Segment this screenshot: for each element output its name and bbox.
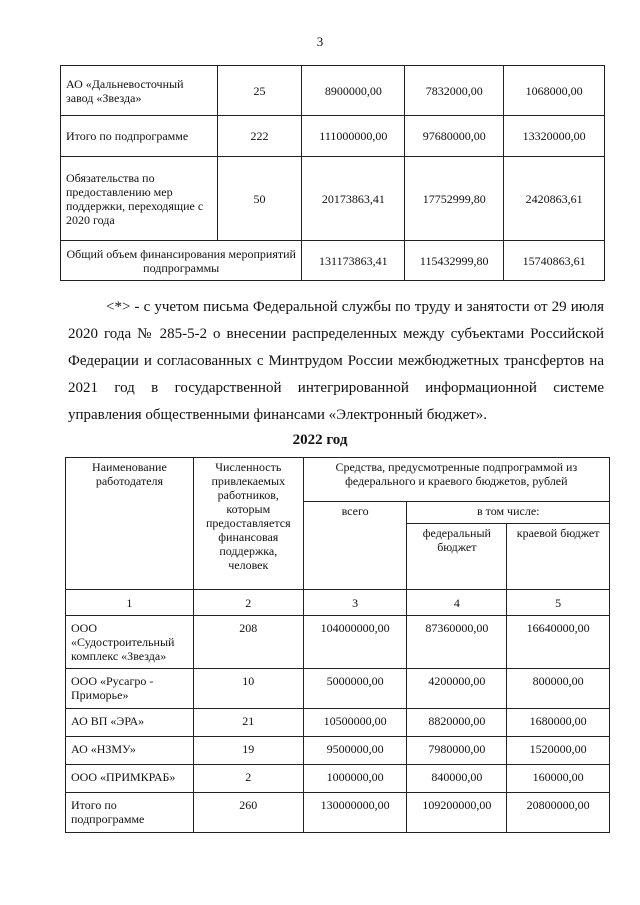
column-number: 1 <box>66 590 194 616</box>
header-regional: краевой бюджет <box>507 524 610 590</box>
header-count: Численность привлекаемых работников, которым предоставляется финансовая поддержка, человек <box>193 458 303 590</box>
employee-count: 50 <box>217 157 302 241</box>
regional-amount: 160000,00 <box>507 765 610 793</box>
total-amount: 9500000,00 <box>303 737 407 765</box>
federal-amount: 87360000,00 <box>407 616 507 669</box>
year-heading: 2022 год <box>292 432 348 448</box>
regional-amount: 2420863,61 <box>504 157 605 241</box>
federal-amount: 7980000,00 <box>407 737 507 765</box>
total-amount: 5000000,00 <box>303 669 407 709</box>
table-row <box>66 669 610 709</box>
header-row <box>66 458 610 502</box>
total-amount: 104000000,00 <box>303 616 407 669</box>
table-row <box>61 66 605 116</box>
header-funds: Средства, предусмотренные подпрограммой из федерального и краевого бюджетов, рублей <box>303 458 609 502</box>
total-amount: 111000000,00 <box>302 116 405 157</box>
table-row <box>66 737 610 765</box>
employer-name: Итого по подпрограмме <box>61 116 218 157</box>
employee-count: 10 <box>193 669 303 709</box>
employer-name: ООО «Русагро - Приморье» <box>66 669 194 709</box>
total-amount: 130000000,00 <box>303 793 407 833</box>
header-employer: Наименование работодателя <box>66 458 194 590</box>
column-number: 2 <box>193 590 303 616</box>
summary-label: Общий объем финансирования мероприятий подпрограммы <box>61 241 302 281</box>
employee-count: 260 <box>193 793 303 833</box>
federal-amount: 109200000,00 <box>407 793 507 833</box>
regional-amount: 20800000,00 <box>507 793 610 833</box>
regional-amount: 1068000,00 <box>504 66 605 116</box>
federal-amount: 4200000,00 <box>407 669 507 709</box>
table-row <box>66 793 610 833</box>
employer-name: Обязательства по предоставлению мер поддержки, переходящие с 2020 года <box>61 157 218 241</box>
table-row <box>61 157 605 241</box>
employee-count: 25 <box>217 66 302 116</box>
regional-amount: 800000,00 <box>507 669 610 709</box>
total-amount: 1000000,00 <box>303 765 407 793</box>
federal-amount: 17752999,80 <box>405 157 504 241</box>
table-row <box>66 765 610 793</box>
employee-count: 208 <box>193 616 303 669</box>
federal-amount: 97680000,00 <box>405 116 504 157</box>
employer-name: ООО «ПРИМКРАБ» <box>66 765 194 793</box>
employee-count: 222 <box>217 116 302 157</box>
table-row <box>66 709 610 737</box>
page-number: 3 <box>316 34 324 49</box>
header-including: в том числе: <box>407 502 610 524</box>
employer-name: АО ВП «ЭРА» <box>66 709 194 737</box>
column-number: 4 <box>407 590 507 616</box>
employer-name: Итого по подпрограмме <box>66 793 194 833</box>
header-federal: федеральный бюджет <box>407 524 507 590</box>
header-total: всего <box>303 502 407 590</box>
employer-name: АО «НЗМУ» <box>66 737 194 765</box>
column-number: 5 <box>507 590 610 616</box>
table-row <box>66 616 610 669</box>
employee-count: 19 <box>193 737 303 765</box>
total-amount: 10500000,00 <box>303 709 407 737</box>
total-amount: 20173863,41 <box>302 157 405 241</box>
federal-amount: 8820000,00 <box>407 709 507 737</box>
regional-amount: 1520000,00 <box>507 737 610 765</box>
employee-count: 21 <box>193 709 303 737</box>
footnote-paragraph <box>68 294 604 429</box>
regional-amount: 13320000,00 <box>504 116 605 157</box>
federal-amount: 7832000,00 <box>405 66 504 116</box>
funding-table-continued <box>60 65 605 281</box>
funding-table-2022 <box>65 457 610 833</box>
employer-name: АО «Дальневосточный завод «Звезда» <box>61 66 218 116</box>
employer-name: ООО «Судостроительный комплекс «Звезда» <box>66 616 194 669</box>
column-number: 3 <box>303 590 407 616</box>
column-number-row <box>66 590 610 616</box>
summary-row <box>61 241 605 281</box>
regional-amount: 1680000,00 <box>507 709 610 737</box>
regional-amount: 15740863,61 <box>504 241 605 281</box>
federal-amount: 115432999,80 <box>405 241 504 281</box>
federal-amount: 840000,00 <box>407 765 507 793</box>
total-amount: 131173863,41 <box>302 241 405 281</box>
table-row <box>61 116 605 157</box>
total-amount: 8900000,00 <box>302 66 405 116</box>
regional-amount: 16640000,00 <box>507 616 610 669</box>
footnote-text: <*> - с учетом письма Федеральной службы по труду и занятости от 29 июля 2020 года № 285-5-2 о внесении распределенных между субъектами Российской Федерации и согласованных с Минтрудом России межбюджетных трансфертов на 2021 год в государственной интегрированной информационной системе управления общественными финансами «Электронный бюджет». <box>68 299 604 423</box>
employee-count: 2 <box>193 765 303 793</box>
